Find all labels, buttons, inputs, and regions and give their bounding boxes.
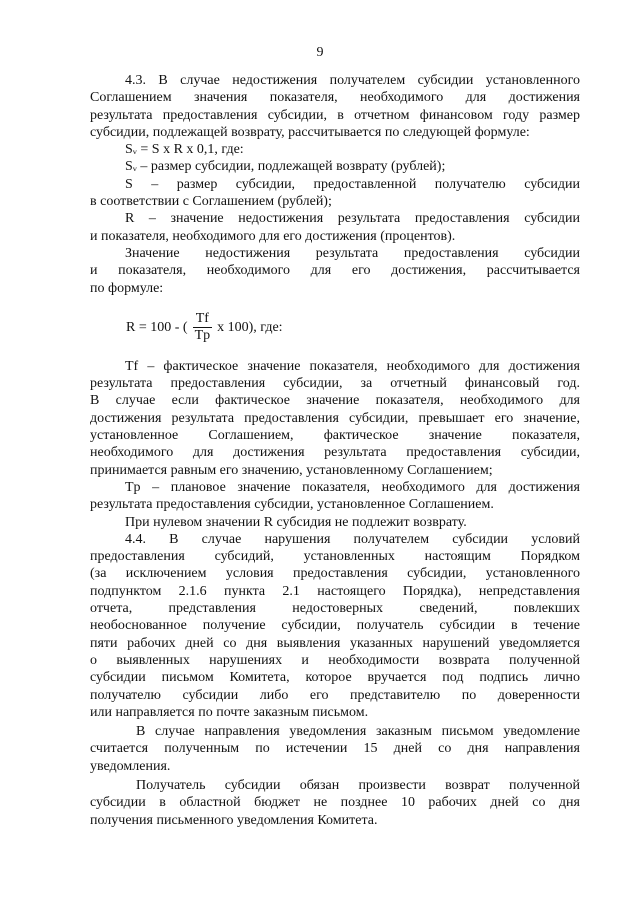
text-line: и показателя, необходимого для его достижения, рассчитывается <box>90 263 580 279</box>
text-line: результата предоставления субсидии, в отчетном финансовом году размер <box>90 107 580 123</box>
text-line: и показателя, необходимого для его достижения (процентов). <box>90 228 456 244</box>
definition-tf <box>90 358 580 479</box>
text-line: принимается равным его значению, установленному Соглашением; <box>90 462 493 478</box>
formula-r-right: x 100), где: <box>217 319 283 335</box>
text-line: в соответствии с Соглашением (рублей); <box>90 194 332 210</box>
text-line: отчета, представления недостоверных сведений, повлекших <box>90 601 580 617</box>
text-line: 4.4. В случае нарушения получателем субсидии условий <box>125 531 580 547</box>
text-line: В случае если фактическое значение показателя, необходимого для <box>90 393 580 409</box>
paragraph-value-calc: Значение недостижения результата предоставления субсидии <box>125 245 580 261</box>
text-line: Соглашением значения показателя, необходимого для достижения <box>90 90 580 106</box>
formula-r <box>90 311 580 344</box>
paragraph-4-4 <box>90 531 580 721</box>
definition-tp <box>90 479 580 514</box>
text-line: подпунктом 2.1.6 пункта 2.1 настоящего Порядка), непредставления <box>90 583 580 599</box>
text-line: субсидии в областной бюджет не позднее 10 рабочих дней со дня <box>90 795 580 811</box>
text-line: по формуле: <box>90 280 164 296</box>
text-line: субсидии письмом Комитета, которое вручается под подпись лично <box>90 670 580 686</box>
fraction <box>192 311 214 344</box>
page-number: 9 <box>316 45 324 60</box>
text-line: считается полученным по истечении 15 дней со дня направления <box>90 741 580 757</box>
paragraph-mail-notice <box>90 723 580 775</box>
text-line: уведомления. <box>90 758 171 774</box>
text-line: субсидии, подлежащей возврату, рассчитывается по следующей формуле: <box>90 124 530 140</box>
text-line: установленное Соглашением, фактическое значение показателя, <box>90 428 580 444</box>
definition-s: S – размер субсидии, предоставленной получателю субсидии <box>125 176 580 192</box>
zero-r-note: При нулевом значении R субсидия не подлежит возврату. <box>125 514 467 530</box>
text-line: необоснованное получение субсидии, получатель субсидии в течение <box>90 618 580 634</box>
document-body <box>90 72 580 829</box>
text-line: результата предоставления субсидии, за отчетный финансовый год. <box>90 376 580 392</box>
text-line: получения письменного уведомления Комитета. <box>90 812 378 828</box>
text-line: Tp – плановое значение показателя, необходимого для достижения <box>125 479 580 495</box>
text-line: результата предоставления субсидии, установленное Соглашением. <box>90 497 494 513</box>
paragraph-return <box>90 777 580 829</box>
text-line: 4.3. В случае недостижения получателем субсидии установленного <box>125 73 580 88</box>
paragraph-4-3 <box>90 72 580 141</box>
definition-r: R – значение недостижения результата предоставления субсидии <box>125 211 580 227</box>
text-line: (за исключением условия предоставления субсидии, установленного <box>90 566 580 582</box>
text-line: пяти рабочих дней со дня выявления указанных нарушений уведомляется <box>90 635 580 651</box>
formula-r-left: R = 100 - ( <box>126 319 188 335</box>
text-line: предоставления субсидий, установленных настоящим Порядком <box>90 549 580 565</box>
text-line: Получатель субсидии обязан произвести возврат полученной <box>136 777 580 793</box>
formula-sv: Sᵥ = S x R x 0,1, где: <box>125 142 244 158</box>
text-line: достижения результата предоставления субсидии, превышает его значение, <box>90 410 580 426</box>
text-line: Tf – фактическое значение показателя, необходимого для достижения <box>125 358 580 374</box>
text-line: необходимого для достижения результата предоставления субсидии, <box>90 445 580 461</box>
text-line: или направляется по почте заказным письмом. <box>90 704 369 720</box>
text-line: получателю субсидии либо его представителю по доверенности <box>90 687 580 703</box>
fraction-numerator: Tf <box>193 311 212 328</box>
text-line: В случае направления уведомления заказным письмом уведомление <box>136 724 580 740</box>
text-line: о выявленных нарушениях и необходимости возврата полученной <box>90 652 580 668</box>
fraction-denominator: Tp <box>194 327 211 343</box>
definition-sv: Sᵥ – размер субсидии, подлежащей возврату (рублей); <box>125 159 446 175</box>
